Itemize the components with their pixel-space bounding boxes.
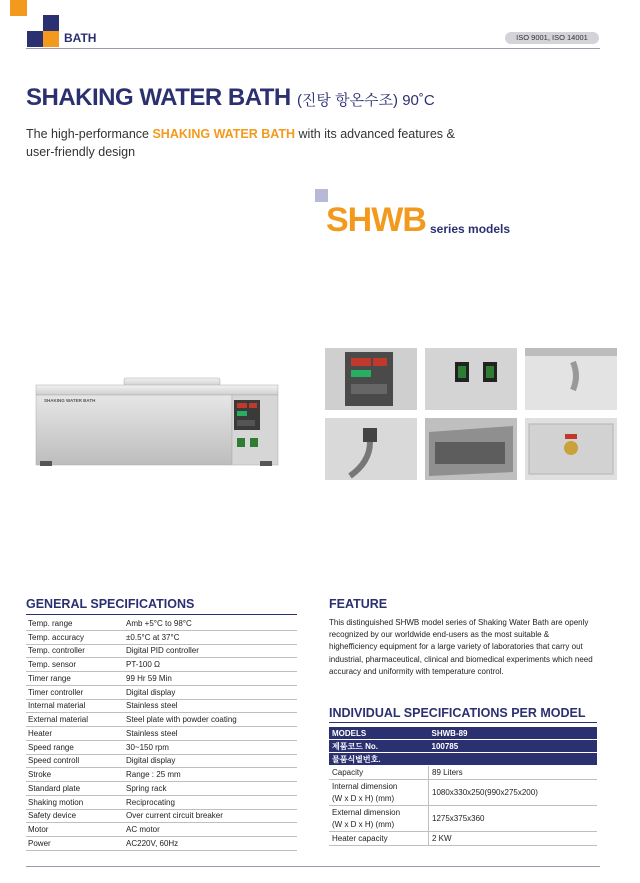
model-spec-row [329, 780, 597, 806]
thumb-drain-valve [525, 418, 617, 480]
logo-square-orange [10, 0, 27, 16]
general-spec-rule [26, 614, 297, 615]
model-head-value: 100785 [429, 740, 598, 753]
spec-label: Internal material [26, 699, 124, 713]
logo-square-lavender [43, 31, 59, 47]
model-spec-label: Heater capacity [329, 832, 429, 846]
thumb-power-switches [425, 348, 517, 410]
spec-value: Range : 25 mm [124, 768, 297, 782]
spec-label: Temp. controller [26, 644, 124, 658]
spec-label: Temp. range [26, 617, 124, 630]
model-spec-value: 2 KW [429, 832, 598, 846]
header-divider [26, 48, 600, 49]
spec-label: Temp. accuracy [26, 630, 124, 644]
spec-row [26, 658, 297, 672]
feature-text: This distinguished SHWB model series of Shaking Water Bath are openly recognized by our worldwide end-users as the most suitable & highefficiency equipment for a large variety of laboratories that carry out industrial, pharmaceutical, clinical and biomedical experiments which need accuracy and uniformity with temperature control. [329, 618, 593, 676]
model-head-row [329, 753, 597, 766]
spec-value: Digital PID controller [124, 644, 297, 658]
spec-label: External material [26, 713, 124, 727]
series-name: SHWB [326, 201, 426, 239]
model-head-label: 물품식별번호. [329, 753, 429, 766]
general-spec-title: GENERAL SPECIFICATIONS [26, 597, 195, 611]
spec-row [26, 823, 297, 837]
series-suffix: series models [430, 222, 511, 236]
spec-value: Digital display [124, 685, 297, 699]
model-spec-row [329, 806, 597, 832]
spec-label: Timer controller [26, 685, 124, 699]
general-spec-table [26, 617, 297, 851]
spec-label: Heater [26, 727, 124, 741]
tagline-prefix: The high-performance [26, 127, 153, 141]
spec-value: Over current circuit breaker [124, 809, 297, 823]
spec-row [26, 809, 297, 823]
thumb-shaking-rack [425, 418, 517, 480]
spec-value: Reciprocating [124, 795, 297, 809]
model-head-label: 제품코드 No. [329, 740, 429, 753]
individual-spec-title: INDIVIDUAL SPECIFICATIONS PER MODEL [329, 706, 586, 720]
thumb-drain-handle [525, 348, 617, 410]
model-spec-value: 89 Liters [429, 766, 598, 780]
model-head-label: MODELS [329, 727, 429, 740]
spec-label: Temp. sensor [26, 658, 124, 672]
spec-value: Amb +5°C to 98°C [124, 617, 297, 630]
spec-row [26, 795, 297, 809]
individual-spec-rule [329, 722, 597, 723]
spec-row [26, 782, 297, 796]
spec-row [26, 672, 297, 686]
model-spec-label: External dimension (W x D x H) (mm) [329, 806, 429, 832]
logo-square-navy-top [43, 15, 59, 31]
product-label: SHAKING WATER BATH [44, 398, 96, 403]
model-spec-label: Capacity [329, 766, 429, 780]
spec-value: Stainless steel [124, 699, 297, 713]
spec-label: Speed range [26, 740, 124, 754]
spec-label: Timer range [26, 672, 124, 686]
spec-label: Stroke [26, 768, 124, 782]
spec-row [26, 617, 297, 630]
model-head-value: SHWB-89 [429, 727, 598, 740]
spec-row [26, 630, 297, 644]
model-head-row [329, 740, 597, 753]
model-spec-value: 1080x330x250(990x275x200) [429, 780, 598, 806]
spec-label: Motor [26, 823, 124, 837]
category-title: BATH [64, 31, 97, 45]
certification-badge: ISO 9001, ISO 14001 [505, 32, 599, 44]
page-title [26, 84, 435, 112]
thumb-sensor-cable [325, 418, 417, 480]
spec-row [26, 644, 297, 658]
tagline [26, 125, 466, 161]
individual-spec-table [329, 727, 597, 846]
model-spec-row [329, 766, 597, 780]
spec-row [26, 740, 297, 754]
spec-value: 99 Hr 59 Min [124, 672, 297, 686]
tagline-suffix: with its advanced features & user-friendly design [26, 127, 455, 159]
spec-row [26, 768, 297, 782]
logo-square-navy-left [27, 31, 43, 47]
spec-value: Stainless steel [124, 727, 297, 741]
spec-row [26, 837, 297, 851]
model-head-row [329, 727, 597, 740]
spec-row [26, 685, 297, 699]
spec-label: Standard plate [26, 782, 124, 796]
model-spec-value: 1275x375x360 [429, 806, 598, 832]
spec-row [26, 699, 297, 713]
title-sub: (진탕 항온수조) 90˚C [296, 92, 435, 109]
spec-row [26, 713, 297, 727]
spec-value: Spring rack [124, 782, 297, 796]
footer-divider [26, 866, 600, 867]
spec-label: Shaking motion [26, 795, 124, 809]
tagline-highlight: SHAKING WATER BATH [152, 127, 296, 141]
spec-value: Steel plate with powder coating [124, 713, 297, 727]
feature-title: FEATURE [329, 597, 388, 611]
thumb-controller-display [325, 348, 417, 410]
model-spec-row [329, 832, 597, 846]
spec-value: PT-100 Ω [124, 658, 297, 672]
spec-value: AC motor [124, 823, 297, 837]
spec-label: Safety device [26, 809, 124, 823]
spec-row [26, 754, 297, 768]
spec-value: 30~150 rpm [124, 740, 297, 754]
spec-label: Speed controll [26, 754, 124, 768]
model-spec-label: Internal dimension (W x D x H) (mm) [329, 780, 429, 806]
spec-row [26, 727, 297, 741]
model-head-value [429, 753, 598, 766]
product-image [34, 376, 280, 468]
spec-value: ±0.5°C at 37°C [124, 630, 297, 644]
spec-value: AC220V, 60Hz [124, 837, 297, 851]
spec-value: Digital display [124, 754, 297, 768]
title-main: SHAKING WATER BATH [26, 84, 291, 111]
spec-label: Power [26, 837, 124, 851]
